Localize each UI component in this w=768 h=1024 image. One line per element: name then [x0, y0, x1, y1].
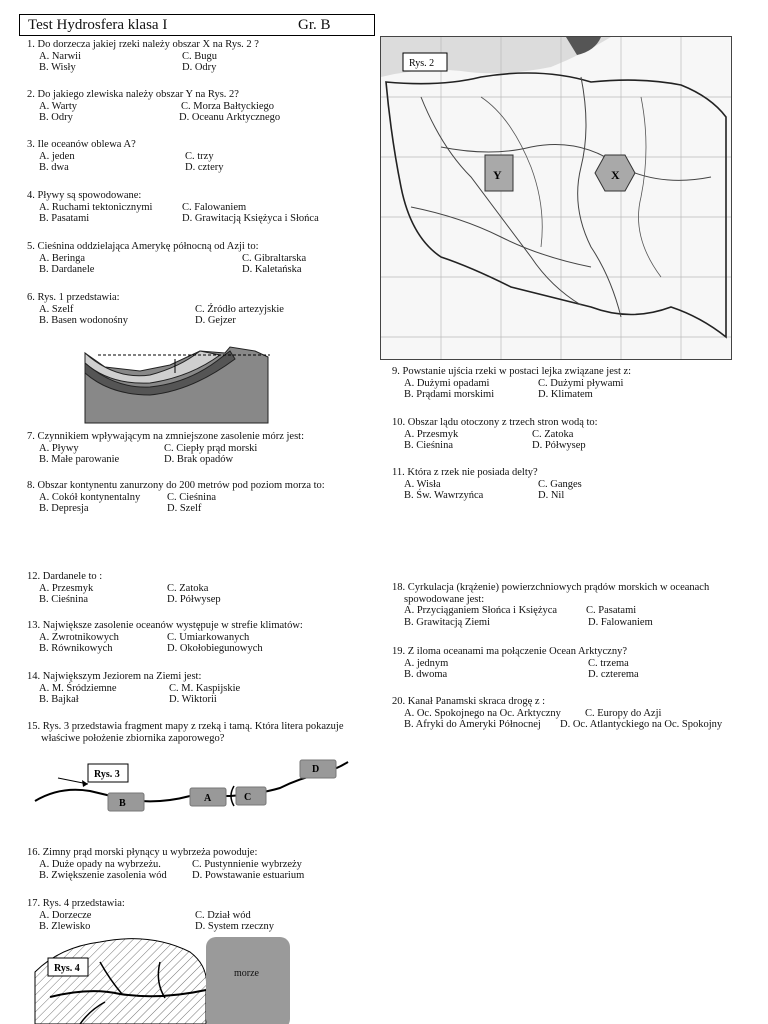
question-1: 1. Do dorzecza jakiej rzeki należy obszar X na Rys. 2 ? A. Narwii C. Bugu B. Wisły D. Odry	[27, 39, 259, 73]
question-9: 9. Powstanie ujścia rzeki w postaci lejka związane jest z: A. Dużymi opadami C. Dużymi pływami B. Prądami morskimi D. Klimatem	[392, 366, 632, 400]
group-label: Gr. B	[298, 17, 331, 33]
poland-map-figure	[380, 36, 732, 360]
question-11: 11. Która z rzek nie posiada delty? A. Wisła C. Ganges B. Św. Wawrzyńca D. Nil	[392, 467, 582, 501]
question-3: 3. Ile oceanów oblewa A? A. jeden C. trzy B. dwa D. cztery	[27, 139, 224, 173]
question-18: 18. Cyrkulacja (krążenie) powierzchniowych prądów morskich w oceanach spowodowane jest: A. Przyciąganiem Słońca i Księżyca C. Pasatami B. Grawitacją Ziemi D. Falowaniem	[392, 582, 710, 628]
river-dam-figure	[30, 756, 360, 816]
question-2: 2. Do jakiego zlewiska należy obszar Y na Rys. 2? A. Warty C. Morza Bałtyckiego B. Odry D. Oceanu Arktycznego	[27, 89, 281, 123]
question-4: 4. Pływy są spowodowane: A. Ruchami tektonicznymi C. Falowaniem B. Pasatami D. Grawitacją Księżyca i Słońca	[27, 190, 319, 224]
test-title: Test Hydrosfera klasa I	[28, 17, 168, 33]
map-area-y: Y	[493, 168, 502, 182]
dam-letter-b: B	[119, 798, 126, 809]
question-15: 15. Rys. 3 przedstawia fragment mapy z rzeką i tamą. Która litera pokazuje właściwe położenie zbiornika zaporowego?	[27, 721, 344, 744]
question-13: 13. Największe zasolenie oceanów występuje w strefie klimatów: A. Zwrotnikowych C. Umiarkowanych B. Równikowych D. Okołobiegunowych	[27, 620, 303, 654]
sea-label: morze	[234, 968, 259, 979]
question-17: 17. Rys. 4 przedstawia: A. Dorzecze C. Dział wód B. Zlewisko D. System rzeczny	[27, 898, 275, 932]
map-area-x: X	[611, 168, 620, 182]
watershed-figure	[30, 932, 292, 1024]
question-12: 12. Dardanele to : A. Przesmyk C. Zatoka B. Cieśnina D. Półwysep	[27, 571, 221, 605]
question-16: 16. Zimny prąd morski płynący u wybrzeża powoduje: A. Duże opady na wybrzeżu. C. Pustynnienie wybrzeży B. Zwiększenie zasolenia wód D. Powstawanie estuarium	[27, 847, 305, 881]
artesian-figure	[80, 345, 280, 425]
question-5: 5. Cieśnina oddzielająca Amerykę północną od Azji to: A. Beringa C. Gibraltarska B. Dardanele D. Kaletańska	[27, 241, 307, 275]
dam-letter-a: A	[204, 793, 212, 804]
rys4-label: Rys. 4	[54, 963, 80, 974]
question-20: 20. Kanał Panamski skraca drogę z : A. Oc. Spokojnego na Oc. Arktyczny C. Europy do Azji B. Afryki do Ameryki Północnej D. Oc. Atlantyckiego na Oc. Spokojny	[392, 696, 723, 730]
dam-letter-d: D	[312, 764, 320, 775]
question-6: 6. Rys. 1 przedstawia: A. Szelf C. Źródło artezyjskie B. Basen wodonośny D. Gejzer	[27, 292, 284, 326]
question-10: 10. Obszar lądu otoczony z trzech stron wodą to: A. Przesmyk C. Zatoka B. Cieśnina D. Półwysep	[392, 417, 598, 451]
question-14: 14. Największym Jeziorem na Ziemi jest: A. M. Śródziemne C. M. Kaspijskie B. Bajkał D. Wiktorii	[27, 671, 241, 705]
question-19: 19. Z iloma oceanami ma połączenie Ocean Arktyczny? A. jednym C. trzema B. dwoma D. czterema	[392, 646, 639, 680]
question-8: 8. Obszar kontynentu zanurzony do 200 metrów pod poziom morza to: A. Cokół kontynentalny C. Cieśnina B. Depresja D. Szelf	[27, 480, 325, 514]
rys3-label: Rys. 3	[94, 769, 120, 780]
question-7: 7. Czynnikiem wpływającym na zmniejszone zasolenie mórz jest: A. Pływy C. Ciepły prąd morski B. Małe parowanie D. Brak opadów	[27, 431, 304, 465]
dam-letter-c: C	[244, 792, 252, 803]
test-title-box	[19, 14, 375, 36]
rys2-label: Rys. 2	[409, 58, 435, 69]
